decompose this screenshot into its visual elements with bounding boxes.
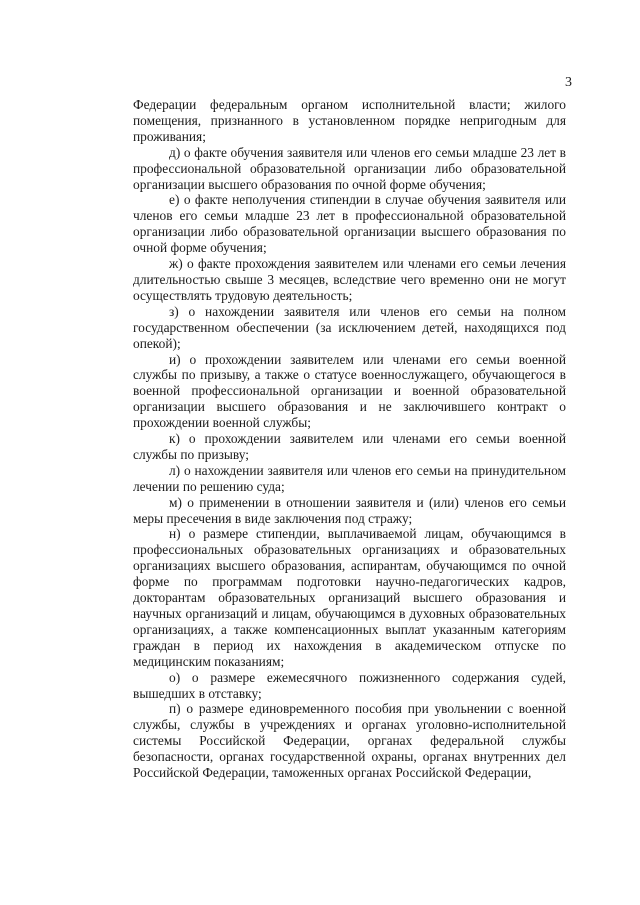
paragraph-continuation: Федерации федеральным органом исполнительной власти; жилого помещения, признанного в установленном порядке непригодным для проживания; <box>133 97 566 144</box>
paragraph-item-d: д) о факте обучения заявителя или членов его семьи младше 23 лет в профессиональной образовательной организации либо образовательной организации высшего образования по очной форме обучения; <box>133 144 566 192</box>
paragraph-item-i: и) о прохождении заявителем или членами его семьи военной службы по призыву, а также о статусе военнослужащего, обучающегося в военной профессиональной организации и военной образовательной организации высшего образования и не заключившего контракт о прохождении военной службы; <box>133 351 566 431</box>
paragraph-item-o: о) о размере ежемесячного пожизненного содержания судей, вышедших в отставку; <box>133 669 566 701</box>
document-body <box>133 97 566 781</box>
paragraph-item-k: к) о прохождении заявителем или членами его семьи военной службы по призыву; <box>133 431 566 462</box>
paragraph-item-m: м) о применении в отношении заявителя и (или) членов его семьи меры пресечения в виде заключения под стражу; <box>133 494 566 526</box>
paragraph-item-n: н) о размере стипендии, выплачиваемой лицам, обучающимся в профессиональных образовательных организациях и образовательных организациях высшего образования, аспирантам, обучающимся по очной форме по программам подготовки научно-педагогических кадров, докторантам образовательных организаций высшего образования и научных организаций и лицам, обучающимся в духовных образовательных организациях, а также компенсационных выплат указанным категориям граждан в период их нахождения в академическом отпуске по медицинским показаниям; <box>133 526 566 669</box>
paragraph-item-l: л) о нахождении заявителя или членов его семьи на принудительном лечении по решению суда; <box>133 462 566 494</box>
paragraph-item-p: п) о размере единовременного пособия при увольнении с военной службы, службы в учреждениях и органах уголовно-исполнительной системы Российской Федерации, органах федеральной службы безопасности, органах государственной охраны, органах внутренних дел Российской Федерации, таможенных органах Российской Федерации, <box>133 701 566 781</box>
page-number: 3 <box>565 75 572 90</box>
paragraph-item-zh: ж) о факте прохождения заявителем или членами его семьи лечения длительностью свыше 3 месяцев, вследствие чего временно они не могут осуществлять трудовую деятельность; <box>133 256 566 303</box>
paragraph-item-z: з) о нахождении заявителя или членов его семьи на полном государственном обеспечении (за исключением детей, находящихся под опекой); <box>133 303 566 351</box>
paragraph-item-e: е) о факте неполучения стипендии в случае обучения заявителя или членов его семьи младше 23 лет в профессиональной образовательной организации либо образовательной организации высшего образования по очной форме обучения; <box>133 192 566 256</box>
